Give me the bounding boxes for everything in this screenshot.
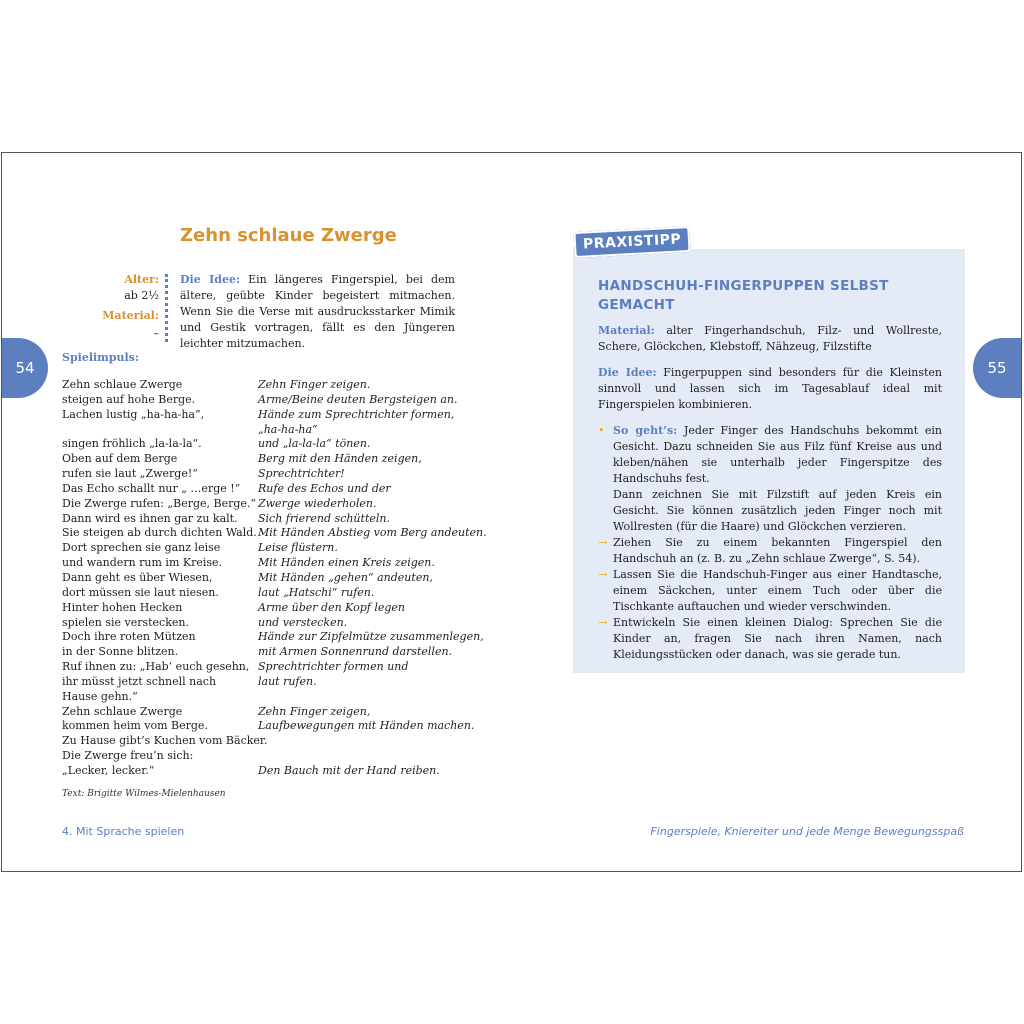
poem-action: Hände zur Zipfelmütze zusammenlegen,: [258, 630, 484, 644]
poem-verse: Oben auf dem Berge: [62, 452, 178, 466]
poem-line: [62, 571, 487, 586]
poem-verse: Dann wird es ihnen gar zu kalt.: [62, 511, 238, 525]
poem-action: Zehn Finger zeigen.: [258, 378, 371, 391]
poem-action: und verstecken.: [258, 615, 348, 629]
tip-idee-text: Fingerpuppen sind besonders für die Kleinsten sinnvoll und lassen sich im Tagesablauf ideal mit Fingerspielen kombinieren.: [598, 366, 943, 411]
poem-verse: Dann geht es über Wiesen,: [62, 570, 213, 584]
poem-line: [62, 452, 487, 467]
tip-step-text: Ziehen Sie zu einem bekannten Fingerspiel den Handschuh an (z. B. zu „Zehn schlaue Zwerge“, S. 54).: [613, 536, 942, 565]
dotted-divider: [165, 274, 168, 342]
poem-line: [62, 764, 487, 779]
poem-verse: Sie steigen ab durch dichten Wald.: [62, 526, 257, 540]
poem-action: laut rufen.: [258, 674, 317, 688]
poem-verse: ihr müsst jetzt schnell nach: [62, 674, 217, 688]
poem-verse: Hinter hohen Hecken: [62, 600, 183, 614]
poem-action: Sich frierend schütteln.: [258, 511, 390, 525]
page-title: Zehn schlaue Zwerge: [180, 225, 397, 246]
poem-verse: Die Zwerge freu’n sich:: [62, 749, 194, 763]
poem-line: [62, 616, 487, 631]
poem-verse: Zu Hause gibt’s Kuchen vom Bäcker.: [62, 734, 268, 748]
poem-line: [62, 749, 487, 764]
poem-verse: dort müssen sie laut niesen.: [62, 585, 219, 599]
tip-material-label: Material:: [598, 324, 655, 337]
poem-line: [62, 467, 487, 482]
page-number-left: 54: [2, 338, 48, 398]
poem-verse: Zehn schlaue Zwerge: [62, 378, 183, 391]
poem-verse: Hause gehn.“: [62, 689, 138, 703]
poem-verse: „Lecker, lecker.“: [62, 763, 155, 777]
poem-line: [62, 705, 487, 720]
poem-line: [62, 526, 487, 541]
text-source: Text: Brigitte Wilmes-Mielenhausen: [62, 789, 226, 799]
poem: [62, 378, 487, 779]
poem-verse: in der Sonne blitzen.: [62, 645, 179, 659]
poem-action: Den Bauch mit der Hand reiben.: [258, 763, 440, 777]
poem-verse: Dort sprechen sie ganz leise: [62, 541, 221, 555]
poem-verse: kommen heim vom Berge.: [62, 719, 208, 733]
poem-action: Sprechtrichter!: [258, 467, 345, 481]
material-label: Material:: [102, 309, 159, 322]
idee-label: Die Idee:: [180, 273, 241, 286]
tip-steps-list: [598, 423, 942, 663]
poem-line: [62, 719, 487, 734]
poem-action: Laufbewegungen mit Händen machen.: [258, 719, 475, 733]
poem-verse: Das Echo schallt nur „ …erge !“: [62, 481, 241, 495]
poem-line: [62, 601, 487, 616]
poem-action: „ha-ha-ha“: [258, 422, 318, 436]
poem-line: [62, 586, 487, 601]
poem-action: Mit Händen „gehen“ andeuten,: [258, 570, 433, 584]
poem-verse: Ruf ihnen zu: „Hab‘ euch gesehn,: [62, 660, 250, 674]
material-value: –: [153, 327, 159, 340]
tip-step: [598, 535, 942, 567]
poem-action: mit Armen Sonnenrund darstellen.: [258, 645, 453, 659]
tip-step-text-continued: Dann zeichnen Sie mit Filzstift auf jeden Kreis ein Gesicht. Sie können zusätzlich jeden Finger noch mit Wollresten (für die Haare) und Glöckchen verzieren.: [613, 488, 942, 533]
poem-action: Arme über den Kopf legen: [258, 600, 405, 614]
praxistipp-title: HANDSCHUH-FINGERPUPPEN SELBST GEMACHT: [598, 278, 889, 313]
tip-step: [598, 423, 942, 535]
tip-idee: [598, 365, 942, 413]
poem-action: Sprechtrichter formen und: [258, 660, 409, 674]
alter-label: Alter:: [124, 273, 159, 286]
tip-step-text: Lassen Sie die Handschuh-Finger aus einer Handtasche, einem Säckchen, unter einem Tuch oder über die Tischkante auftauchen und wieder verschwinden.: [613, 568, 942, 613]
poem-line: [62, 512, 487, 527]
poem-line: [62, 482, 487, 497]
tip-material: [598, 323, 942, 355]
footer-left: 4. Mit Sprache spielen: [62, 825, 185, 838]
poem-verse: Zehn schlaue Zwerge: [62, 704, 183, 718]
poem-action: Leise flüstern.: [258, 541, 338, 555]
tip-step-text: Entwickeln Sie einen kleinen Dialog: Sprechen Sie die Kinder an, fragen Sie nach ihren Namen, nach Kleidungsstücken oder danach, was sie gerade tun.: [613, 616, 942, 661]
poem-line: [62, 660, 487, 675]
poem-line: [62, 408, 487, 423]
poem-line: [62, 630, 487, 645]
poem-verse: Die Zwerge rufen: „Berge, Berge.“: [62, 496, 257, 510]
poem-line: [62, 734, 487, 749]
arrow-right-icon: →: [598, 616, 608, 629]
bullet-icon: •: [598, 424, 605, 437]
poem-verse: [62, 423, 258, 438]
poem-line: [62, 556, 487, 571]
spielimpuls-heading: Spielimpuls:: [62, 351, 139, 364]
poem-line: [62, 497, 487, 512]
poem-action: Arme/Beine deuten Bergsteigen an.: [258, 392, 458, 406]
poem-verse: spielen sie verstecken.: [62, 615, 189, 629]
poem-line: [62, 378, 487, 393]
poem-action: Mit Händen einen Kreis zeigen.: [258, 556, 435, 570]
book-spread: [1, 152, 1022, 872]
footer-right: Fingerspiele, Kniereiter und jede Menge Bewegungsspaß: [650, 825, 964, 838]
poem-verse: steigen auf hohe Berge.: [62, 392, 196, 406]
poem-line: [62, 423, 487, 438]
page-number-right: 55: [973, 338, 1021, 398]
poem-action: Rufe des Echos und der: [258, 481, 391, 495]
arrow-right-icon: →: [598, 536, 608, 549]
tip-step-text: Jeder Finger des Handschuhs bekommt ein Gesicht. Dazu schneiden Sie aus Filz fünf Kreise aus und kleben/nähen sie unterhalb jeder Fingerspitze des Handschuhs fest.: [613, 424, 942, 485]
poem-line: [62, 645, 487, 660]
praxistipp-badge: PRAXISTIPP: [573, 226, 690, 258]
alter-value: ab 2½: [124, 289, 159, 302]
poem-line: [62, 541, 487, 556]
poem-action: Zwerge wiederholen.: [258, 496, 377, 510]
poem-line: [62, 393, 487, 408]
poem-line: [62, 690, 487, 705]
poem-action: Hände zum Sprechtrichter formen,: [258, 407, 455, 421]
poem-verse: rufen sie laut „Zwerge!“: [62, 467, 198, 481]
tip-step: [598, 567, 942, 615]
poem-action: Mit Händen Abstieg vom Berg andeuten.: [258, 526, 487, 540]
poem-verse: Doch ihre roten Mützen: [62, 630, 196, 644]
poem-action: und „la-la-la“ tönen.: [258, 437, 371, 451]
tip-step: [598, 615, 942, 663]
poem-line: [62, 437, 487, 452]
tip-step-label: So geht’s:: [613, 424, 678, 437]
tip-idee-label: Die Idee:: [598, 366, 657, 379]
praxistipp-content: [598, 277, 942, 663]
tip-material-text: alter Fingerhandschuh, Filz- und Wollreste, Schere, Glöckchen, Klebstoff, Nähzeug, Filzstifte: [598, 324, 942, 353]
poem-verse: und wandern rum im Kreise.: [62, 556, 223, 570]
meta-info: [92, 272, 159, 342]
poem-line: [62, 675, 487, 690]
idee-paragraph: [180, 272, 455, 352]
poem-verse: singen fröhlich „la-la-la“.: [62, 437, 202, 451]
idee-text: Ein längeres Fingerspiel, bei dem ältere, geübte Kinder begeistert mitmachen. Wenn Sie die Verse mit ausdrucksstarker Mimik und Gestik vortragen, fällt es den Jüngeren leichter mitzumachen.: [180, 273, 455, 350]
arrow-right-icon: →: [598, 568, 608, 581]
poem-action: laut „Hatschi“ rufen.: [258, 585, 375, 599]
poem-verse: Lachen lustig „ha-ha-ha“,: [62, 407, 205, 421]
poem-action: Zehn Finger zeigen,: [258, 704, 371, 718]
poem-action: Berg mit den Händen zeigen,: [258, 452, 422, 466]
